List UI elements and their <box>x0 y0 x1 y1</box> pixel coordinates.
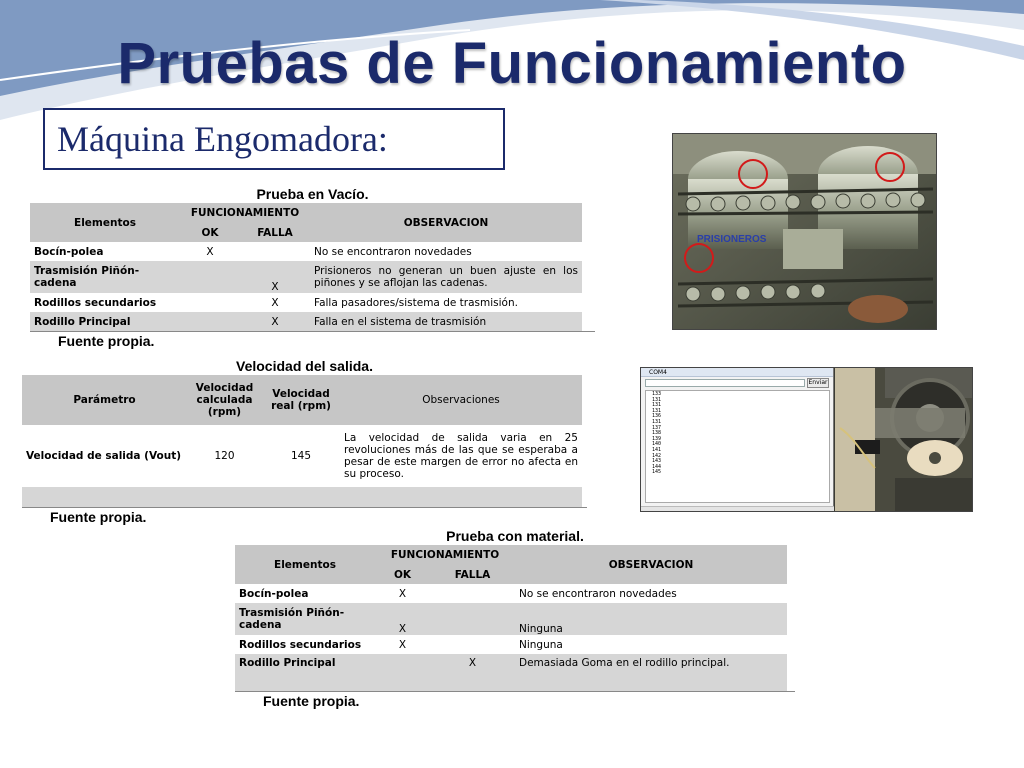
ok-cell <box>180 312 240 331</box>
serial-reading-line: 131 <box>652 407 662 414</box>
table-row <box>235 584 787 603</box>
photo-speed-measurement <box>640 367 973 512</box>
source-note: Fuente propia. <box>30 331 595 349</box>
element-cell: Rodillo Principal <box>235 654 375 691</box>
observation-cell: No se encontraron novedades <box>519 587 677 600</box>
observation-cell: Ninguna <box>515 603 787 635</box>
table-row <box>22 425 582 487</box>
header-falla: FALLA <box>240 223 310 242</box>
ok-cell <box>180 293 240 312</box>
serial-reading-line: 138 <box>652 430 662 437</box>
ok-cell: X <box>398 587 407 600</box>
window-title: COM4 <box>649 369 667 376</box>
results-table <box>235 545 787 691</box>
serial-reading-line: 131 <box>652 396 662 403</box>
header-ok: OK <box>180 223 240 242</box>
header-observaciones: Observaciones <box>340 375 582 425</box>
observation-cell: Falla en el sistema de trasmisión <box>310 312 582 331</box>
header-parametro: Parámetro <box>22 375 187 425</box>
falla-cell <box>430 635 515 654</box>
falla-cell: X <box>271 296 279 309</box>
table-row <box>235 654 787 691</box>
serial-reading-line: 139 <box>652 435 662 442</box>
status-bar <box>641 506 834 512</box>
results-table <box>30 203 582 331</box>
send-button[interactable]: Enviar <box>808 379 828 386</box>
source-note: Fuente propia. <box>22 507 587 525</box>
falla-cell <box>430 584 515 603</box>
table-row <box>30 242 582 261</box>
falla-cell: X <box>240 312 310 331</box>
header-observacion: OBSERVACION <box>515 545 787 584</box>
set-screws-label: PRISIONEROS <box>697 234 767 245</box>
table-row <box>30 293 582 312</box>
observation-cell: Falla pasadores/sistema de trasmisión. <box>314 296 518 309</box>
send-input[interactable] <box>645 379 805 387</box>
observation-cell: Prisioneros no generan un buen ajuste en los piñones y se aflojan las cadenas. <box>310 261 582 293</box>
element-cell: Trasmisión Piñón-cadena <box>235 603 375 635</box>
header-ok: OK <box>375 565 430 584</box>
window-titlebar <box>641 368 833 377</box>
element-cell: Rodillos secundarios <box>34 296 157 309</box>
ok-cell: X <box>375 603 430 635</box>
sensor-photo <box>835 368 973 512</box>
header-funcionamiento: FUNCIONAMIENTO <box>180 203 310 223</box>
observation-cell: La velocidad de salida varia en 25 revoluciones más de las que se esperaba a pesar de este margen de error no afecta en su proceso. <box>344 432 578 480</box>
element-cell: Bocín-polea <box>239 587 309 600</box>
table-title: Prueba en Vacío. <box>256 186 369 202</box>
ok-cell <box>180 261 240 293</box>
observation-cell: Ninguna <box>519 638 563 651</box>
table-velocidad-salida <box>22 357 587 525</box>
element-cell: Bocín-polea <box>34 245 104 258</box>
source-note: Fuente propia. <box>235 691 795 709</box>
serial-output <box>645 390 830 503</box>
serial-reading-line: 140 <box>652 441 662 448</box>
serial-reading-line: 142 <box>652 452 662 459</box>
photo-chain-sprockets <box>672 133 937 330</box>
table-prueba-vacio <box>30 185 595 349</box>
serial-reading-line: 145 <box>652 469 662 476</box>
falla-cell: X <box>430 654 515 691</box>
falla-cell <box>240 242 310 261</box>
table-row-empty <box>22 487 582 507</box>
table-row <box>235 635 787 654</box>
falla-cell: X <box>240 261 310 293</box>
ok-cell: X <box>206 245 214 258</box>
header-elementos: Elementos <box>30 203 180 242</box>
serial-reading-line: 133 <box>652 391 662 397</box>
header-falla: FALLA <box>430 565 515 584</box>
parameter-cell: Velocidad de salida (Vout) <box>26 450 182 462</box>
table-title: Prueba con material. <box>446 528 584 544</box>
table-title: Velocidad del salida. <box>236 358 373 374</box>
serial-reading-line: 131 <box>652 418 662 425</box>
serial-reading-line: 141 <box>652 446 662 453</box>
element-cell: Trasmisión Piñón-cadena <box>30 261 180 293</box>
real-speed-cell: 145 <box>290 450 312 462</box>
table-row <box>30 312 582 331</box>
header-velocidad-real: Velocidad real (rpm) <box>262 375 340 425</box>
header-velocidad-calculada: Velocidad calculada (rpm) <box>187 375 262 425</box>
observation-cell: No se encontraron novedades <box>314 245 472 258</box>
machine-subtitle: Máquina Engomadora: <box>43 108 505 170</box>
observation-cell: Demasiada Goma en el rodillo principal. <box>515 654 787 691</box>
header-elementos: Elementos <box>235 545 375 584</box>
serial-reading-line: 143 <box>652 458 662 465</box>
calculated-speed-cell: 120 <box>214 450 235 462</box>
header-observacion: OBSERVACION <box>310 203 582 242</box>
speed-table <box>22 375 582 507</box>
ok-cell <box>375 654 430 691</box>
chain-sprocket-image <box>673 134 937 330</box>
ok-cell: X <box>398 638 407 651</box>
header-funcionamiento: FUNCIONAMIENTO <box>375 545 515 565</box>
serial-reading-line: 137 <box>652 424 662 431</box>
falla-cell <box>430 603 515 635</box>
table-row <box>235 603 787 635</box>
table-row <box>30 261 582 293</box>
element-cell: Rodillos secundarios <box>239 638 362 651</box>
serial-reading-line: 131 <box>652 402 662 409</box>
table-prueba-material <box>235 527 795 709</box>
element-cell: Rodillo Principal <box>30 312 180 331</box>
slide-title: Pruebas de Funcionamiento <box>117 31 907 96</box>
serial-monitor-window <box>641 368 834 512</box>
serial-reading-line: 136 <box>652 413 662 420</box>
serial-reading-line: 144 <box>652 463 662 470</box>
